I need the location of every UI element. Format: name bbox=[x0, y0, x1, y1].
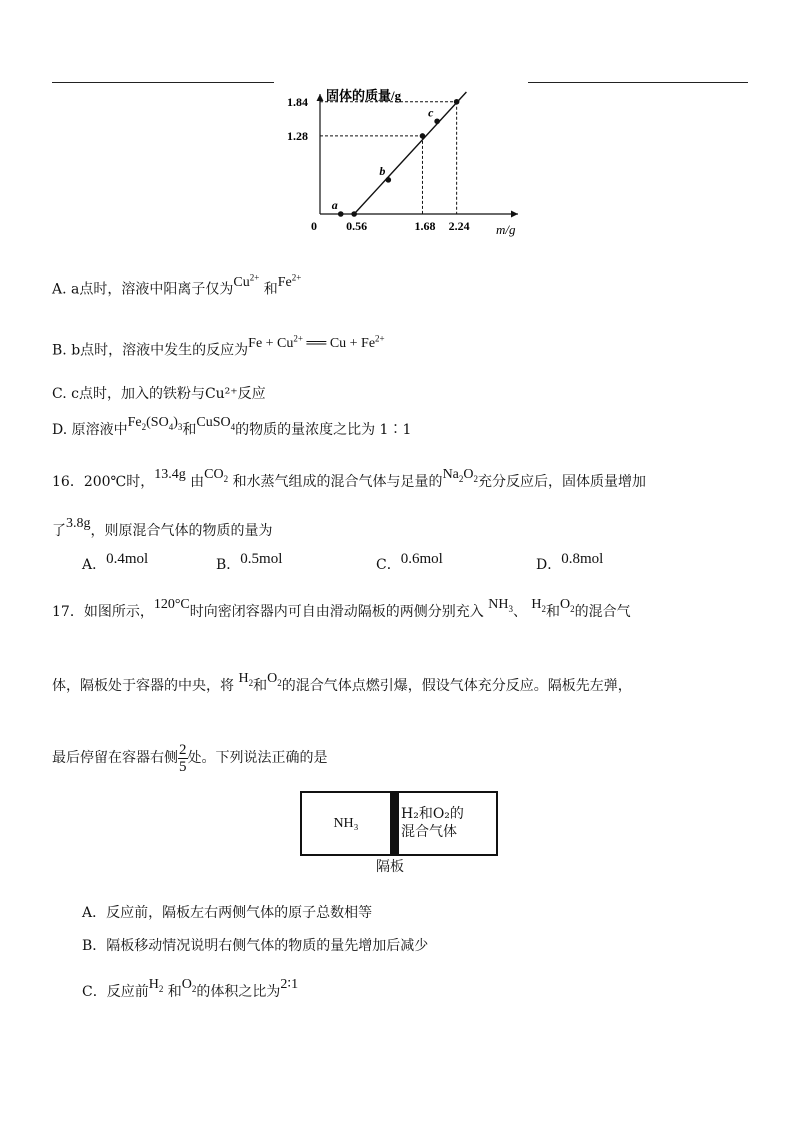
volume-ratio: 2∶1 bbox=[280, 977, 299, 992]
co2-formula: $CO_2$ bbox=[204, 467, 229, 484]
nh3-formula: $NH_3$ bbox=[488, 597, 513, 614]
container-diagram bbox=[300, 791, 498, 856]
q17-option-a: A．反应前，隔板左右两侧气体的原子总数相等 bbox=[82, 905, 373, 921]
right-label-line-2: 混合气体 bbox=[401, 824, 457, 840]
q15-option-b bbox=[52, 333, 385, 362]
q16-gain: 3.8g bbox=[66, 516, 91, 531]
data-point-2 bbox=[386, 177, 392, 183]
h2-formula-3: $H_2$ bbox=[148, 977, 164, 994]
data-point-0 bbox=[338, 211, 344, 217]
q16-option-c: C．0.6mol bbox=[376, 551, 443, 573]
cu-ion: $Cu^{2+}$ bbox=[233, 272, 260, 290]
x-axis-label: m/g bbox=[496, 222, 516, 237]
q15-a-pre: A. a点时，溶液中阳离子仅为 bbox=[52, 281, 234, 298]
fe-ion: $Fe^{2+}$ bbox=[277, 272, 302, 290]
q15-d-pre: D. 原溶液中 bbox=[52, 422, 128, 438]
x-tick-3: 2.24 bbox=[448, 219, 470, 233]
y-tick-1: 1.84 bbox=[287, 94, 308, 109]
point-label-a: a bbox=[331, 198, 338, 212]
q16-line-2: 了3.8g，则原混合气体的物质的量为 bbox=[52, 516, 273, 539]
o2-formula-2: $O_2$ bbox=[267, 671, 282, 688]
na2o2-formula: $Na_2O_2$ bbox=[442, 467, 479, 484]
y-tick-0: 1.28 bbox=[287, 128, 308, 143]
q16-option-b: B．0.5mol bbox=[216, 551, 283, 573]
q15-d-mid: 和 bbox=[182, 422, 197, 438]
q15-b-pre: B. b点时，溶液中发生的反应为 bbox=[52, 342, 249, 359]
q16-option-d: D．0.8mol bbox=[536, 551, 604, 573]
mass-graph bbox=[280, 84, 530, 244]
series-line bbox=[354, 92, 466, 214]
h2-formula: $H_2$ bbox=[531, 597, 547, 614]
q17-temp: 120°C bbox=[153, 597, 190, 612]
point-label-c: c bbox=[428, 105, 434, 120]
q17-line-1: 17．如图所示，120°C时向密闭容器内可自由滑动隔板的两侧分别充入 $NH_3$、 $H_2$和$O_2$的混合气 bbox=[52, 597, 631, 620]
partition-caption: 隔板 bbox=[376, 859, 404, 875]
container-right-label bbox=[401, 805, 497, 841]
q15-d-post: 的物质的量浓度之比为 1∶1 bbox=[235, 422, 412, 438]
q16-mass: 13.4g bbox=[154, 467, 186, 482]
x-tick-0: 0 bbox=[311, 219, 317, 233]
data-point-4 bbox=[434, 118, 440, 124]
fe2so43-formula: $Fe_2(SO_4)_3$ bbox=[127, 415, 183, 432]
q17-line-3: 最后停留在容器右侧 $\frac{2}{5}$ 处。下列说法正确的是 bbox=[52, 741, 328, 775]
q16-line-1: 16．200℃时，13.4g 由$CO_2$ 和水蒸气组成的混合气体与足量的$Na_2O_2$充分反应后，固体质量增加 bbox=[52, 467, 647, 490]
data-point-1 bbox=[351, 211, 357, 217]
cuso4-formula: CuSO$_4$ bbox=[196, 415, 236, 432]
x-tick-2: 1.68 bbox=[414, 219, 436, 233]
data-point-3 bbox=[420, 133, 426, 139]
q15-option-d bbox=[52, 415, 412, 445]
partition bbox=[390, 793, 399, 854]
y-axis-label: 固体的质量/g bbox=[326, 88, 402, 103]
reaction-equation: $Fe + Cu^{2+}$ ══ $Cu + Fe^{2+}$ bbox=[248, 333, 385, 351]
right-label-line-1: H₂和O₂的 bbox=[401, 806, 464, 822]
data-point-5 bbox=[454, 99, 460, 105]
point-label-b: b bbox=[379, 163, 386, 178]
q17-line-2: 体，隔板处于容器的中央，将 $H_2$和$O_2$的混合气体点燃引爆，假设气体充分反应。隔板先左弹， bbox=[52, 671, 632, 694]
q17-option-c: C．反应前$H_2$ 和$O_2$的体积之比为2∶1 bbox=[82, 977, 299, 1000]
o2-formula: $O_2$ bbox=[560, 597, 575, 614]
q15-option-c: C. c点时，加入的铁粉与Cu²⁺反应 bbox=[52, 386, 266, 402]
q15-option-a bbox=[52, 272, 302, 301]
q15-a-mid: 和 bbox=[263, 281, 278, 298]
fraction-two-fifths: $\frac{2}{5}$ bbox=[179, 741, 187, 775]
o2-formula-3: $O_2$ bbox=[181, 977, 197, 994]
x-tick-1: 0.56 bbox=[346, 219, 368, 233]
container-left-label: NH₃ bbox=[333, 816, 359, 831]
q17-option-b: B．隔板移动情况说明右侧气体的物质的量先增加后减少 bbox=[82, 938, 429, 954]
h2-formula-2: $H_2$ bbox=[238, 671, 254, 688]
top-rule-right bbox=[528, 82, 748, 83]
q16-option-a: A．0.4mol bbox=[82, 551, 149, 573]
top-rule-left bbox=[52, 82, 274, 83]
